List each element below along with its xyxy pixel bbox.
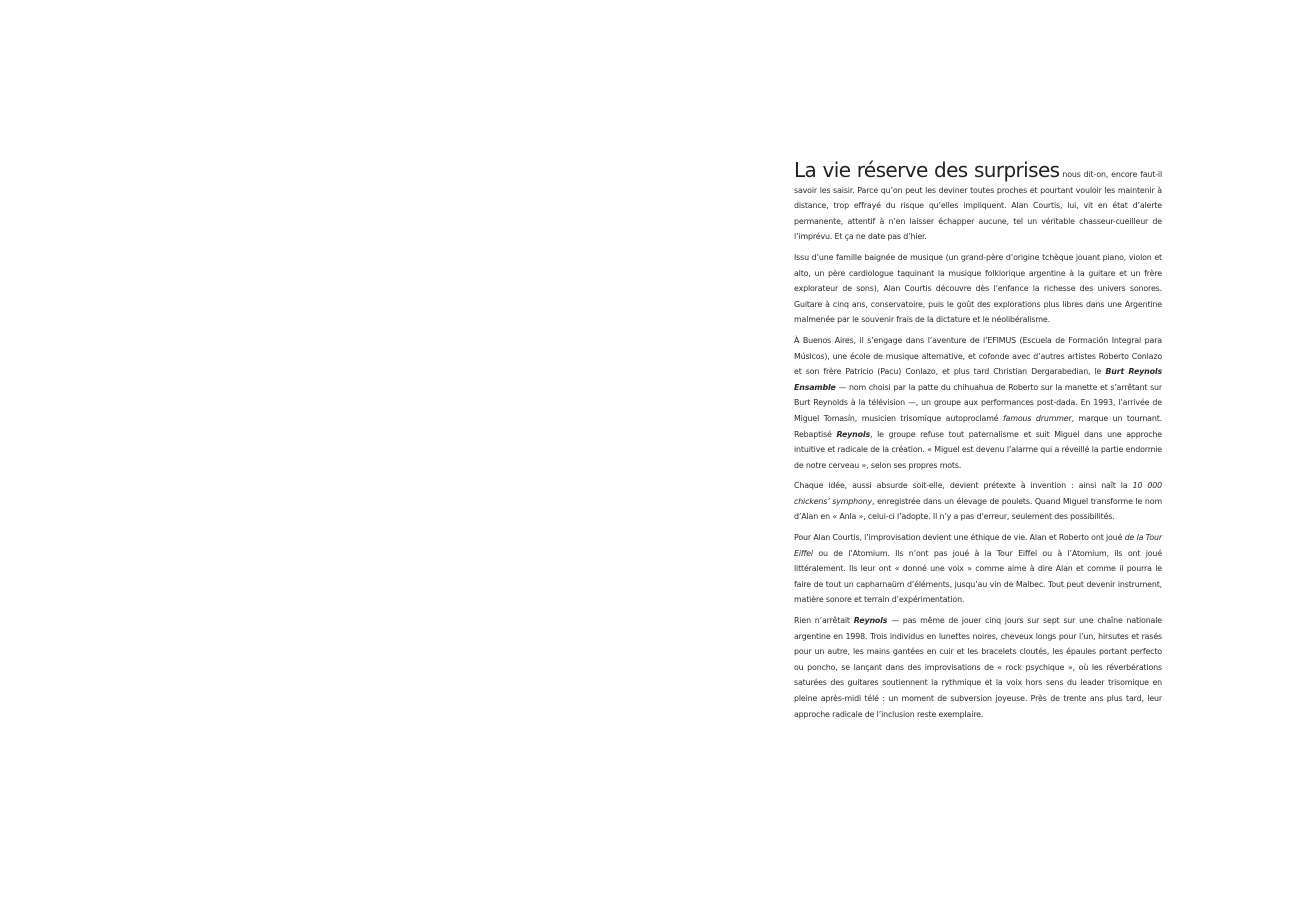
phrase-de-la-tour-eiffel: de la Tour Eiffel xyxy=(794,533,1162,558)
article-column xyxy=(794,160,1162,727)
paragraph-4 xyxy=(794,478,1162,525)
paragraph-segment: ou de l’Atomium. Ils n’ont pas joué à la Tour Eiffel ou à l’Atomium, ils ont joué littéralement. Ils leur ont « donné une voix » comme aime à dire Alan et comme il pourra le faire de tout un capharnaüm d’éléments, jusqu’au vin de Malbec. Tout peut devenir instrument, matière sonore et terrain d’expérimentation. xyxy=(794,548,1162,605)
article-title: La vie réserve des surprises xyxy=(794,158,1060,182)
paragraph-3 xyxy=(794,333,1162,473)
paragraph-segment: Issu d’une famille baignée de musique (un grand-père d’origine tchèque jouant piano, violon et alto, un père cardiologue taquinant la musique folklorique argentine à la guitare et un frère explorateur de sons), Alan Courtis découvre dès l’enfance la richesse des univers sonores. Guitare à cinq ans, conservatoire, puis le goût des explorations plus libres dans une Argentine malmenée par le souvenir frais de la dictature et le néolibéralisme. xyxy=(794,252,1162,325)
work-title-chickens-symphony: 10 000 chickens’ symphony xyxy=(794,481,1162,506)
paragraph-segment: Chaque idée, aussi absurde soit-elle, devient prétexte à invention : ainsi naît la xyxy=(794,481,1133,491)
paragraph-segment: À Buenos Aires, il s’engage dans l’aventure de l’EFIMUS (Escuela de Formación Integral para Músicos), une école de musique alternative, et cofonde avec d’autres artistes Roberto Conlazo et son frère Patricio (Pacu) Conlazo, et plus tard Christian Dergarabedian, le xyxy=(794,335,1162,377)
paragraph-segment: Pour Alan Courtis, l’improvisation devient une éthique de vie. Alan et Roberto ont joué xyxy=(794,533,1125,543)
paragraph-6 xyxy=(794,613,1162,722)
paragraph-segment: , enregistrée dans un élevage de poulets. Quand Miguel transforme le nom d’Alan en « Anla », celui-ci l’adopte. Il n’y a pas d’erreur, seulement des possibilités. xyxy=(794,496,1162,522)
paragraph-segment: , marque un tournant. Rebaptisé xyxy=(794,413,1163,439)
paragraph-2 xyxy=(794,250,1162,328)
band-name-reynols: Reynols xyxy=(836,429,871,439)
paragraph-segment: , le groupe refuse tout paternalisme et suit Miguel dans une approche intuitive et radicale de la création. « Miguel est devenu l’alarme qui a réveillé la partie endormie de notre cerveau », selon ses propres mots. xyxy=(794,429,1162,470)
paragraph-1 xyxy=(794,160,1162,245)
paragraph-segment: — nom choisi par la patte du chihuahua de Roberto sur la manette et s’arrêtant sur Burt Reynolds à la télévision —, un groupe aux performances post-dada. En 1993, l’arrivée de Miguel Tomasín, musicien trisomique autoproclamé xyxy=(794,382,1162,423)
famous-drummer-italic: famous drummer xyxy=(1003,413,1072,423)
paragraph-segment: nous dit-on, encore faut-il savoir les saisir. Parce qu’on peut les deviner toutes proches et pourtant vouloir les maintenir à distance, trop effrayé du risque qu’elles impliquent. Alan Courtis, lui, vit en état d’alerte permanente, attentif à n’en laisser échapper aucune, tel un véritable chasseur-cueilleur de l’imprévu. Et ça ne date pas d’hier. xyxy=(794,170,1162,242)
paragraph-5 xyxy=(794,530,1162,608)
paragraph-segment: — pas même de jouer cinq jours sur sept sur une chaîne nationale argentine en 1998. Trois individus en lunettes noires, cheveux longs pour l’un, hirsutes et rasés pour un autre, les mains gantées en cuir et les bracelets cloutés, les épaules portant perfecto ou poncho, se lançant dans des improvisations de « rock psychique », où les réverbérations saturées des guitares soutiennent la rythmique et la voix hors sens du leader trisomique en pleine après-midi télé : un moment de subversion joyeuse. Près de trente ans plus tard, leur approche radicale de l’inclusion reste exemplaire. xyxy=(794,616,1162,719)
band-name-reynols: Reynols xyxy=(853,616,888,626)
band-name-burt-reynols-ensamble: Burt Reynols Ensamble xyxy=(794,367,1162,392)
paragraph-segment: Rien n’arrêtait xyxy=(794,616,854,626)
